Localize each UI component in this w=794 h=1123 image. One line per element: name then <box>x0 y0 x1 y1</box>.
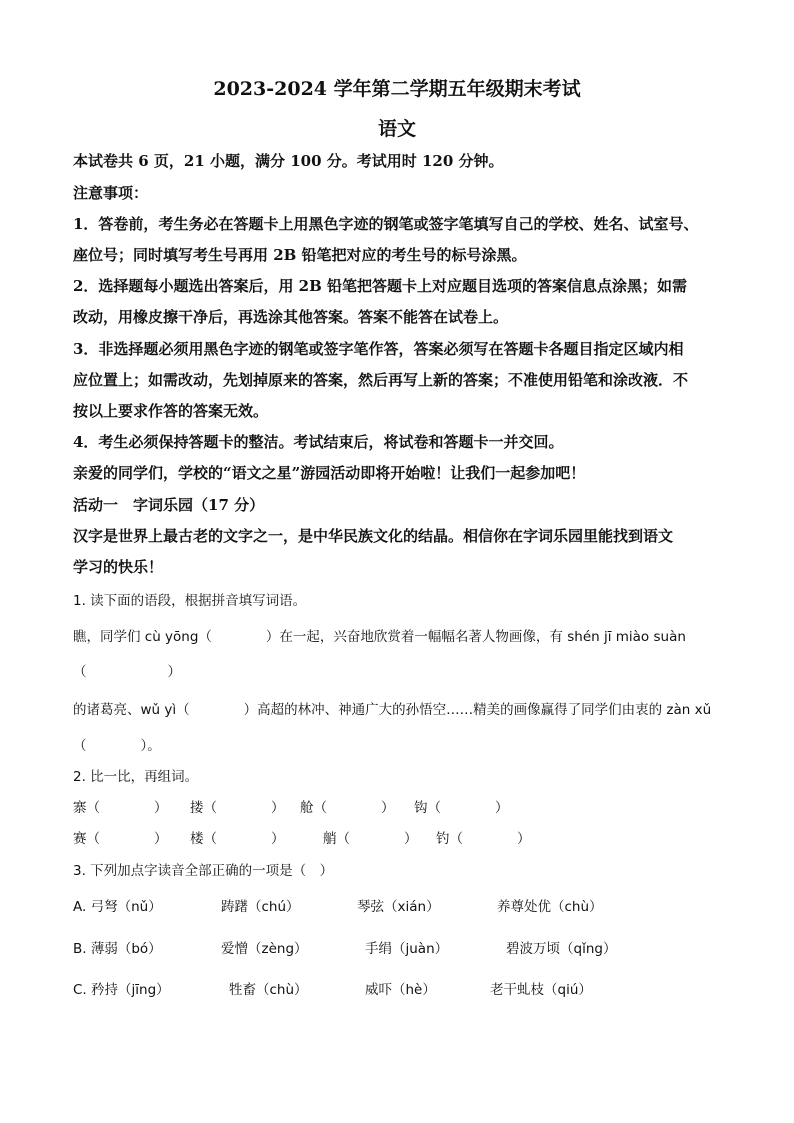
q2-item: 钩（ ） <box>414 800 509 816</box>
notice-line: 1．答卷前，考生务必在答题卡上用黑色字迹的钢笔或签字笔填写自己的学校、姓名、试室号、 <box>73 215 699 233</box>
q3-option-a: A. 弓弩（nǔ） <box>73 899 162 915</box>
q3-option-a-word: 踌躇（chú） <box>221 899 300 915</box>
activity1-desc: 学习的快乐！ <box>73 558 164 576</box>
q2-item: 楼（ ） <box>190 831 285 847</box>
q3-option-c: C. 矜持（jīng） <box>73 982 170 998</box>
activity1-heading: 活动一 字词乐园（17 分） <box>73 496 265 514</box>
q2-item: 舱（ ） <box>300 800 395 816</box>
notice-line: 4．考生必须保持答题卡的整洁。考试结束后，将试卷和答题卡一并交回。 <box>73 433 564 451</box>
exam-subject: 语文 <box>377 118 416 140</box>
exam-title: 2023-2024 学年第二学期五年级期末考试 <box>213 78 581 100</box>
q3-option-b-word: 爱憎（zèng） <box>221 941 308 957</box>
notice-line: 座位号；同时填写考生号再用 2B 铅笔把对应的考生号的标号涂黑。 <box>73 246 527 264</box>
activity1-desc: 汉字是世界上最古老的文字之一，是中华民族文化的结晶。相信你在字词乐园里能找到语文 <box>73 527 674 545</box>
q1-line: 的诸葛亮、wǔ yì（ ）高超的林冲、神通广大的孙悟空……精美的画像赢得了同学们由衷的 zàn xǔ <box>73 702 712 718</box>
q2-item: 赛（ ） <box>73 831 168 847</box>
q3-option-b: B. 薄弱（bó） <box>73 941 162 957</box>
notice-line: 2．选择题每小题选出答案后，用 2B 铅笔把答题卡上对应题目选项的答案信息点涂黑；如需 <box>73 277 688 295</box>
q3-option-a-word: 养尊处优（chù） <box>497 899 603 915</box>
q2-item: 艄（ ） <box>323 831 418 847</box>
q3-option-b-word: 手绢（juàn） <box>365 941 449 957</box>
q2-item: 寨（ ） <box>73 800 168 816</box>
q3-option-a-word: 琴弦（xián） <box>357 899 440 915</box>
q1-line: （ ） <box>73 664 181 680</box>
q3-option-b-word: 碧波万顷（qǐng） <box>506 941 617 957</box>
q2-item: 钓（ ） <box>436 831 531 847</box>
q1-line: （ ）。 <box>73 738 161 754</box>
notice-line: 改动，用橡皮擦干净后，再选涂其他答案。答案不能答在试卷上。 <box>73 308 509 326</box>
q2-stem: 2. 比一比，再组词。 <box>73 769 199 785</box>
notice-line: 应位置上；如需改动，先划掉原来的答案，然后再写上新的答案；不准使用铅笔和涂改液．不 <box>73 371 689 389</box>
q3-stem: 3. 下列加点字读音全部正确的一项是（ ） <box>73 863 334 879</box>
q1-stem: 1. 读下面的语段，根据拼音填写词语。 <box>73 593 307 609</box>
notice-line: 按以上要求作答的答案无效。 <box>73 402 269 420</box>
q3-option-c-word: 老干虬枝（qiú） <box>490 982 592 998</box>
greeting-text: 亲爱的同学们，学校的“语文之星”游园活动即将开始啦！让我们一起参加吧！ <box>73 464 586 482</box>
q1-line: 瞧，同学们 cù yōng（ ）在一起，兴奋地欣赏着一幅幅名著人物画像，有 shén jī miào suàn <box>73 629 686 645</box>
intro-text: 本试卷共 6 页，21 小题，满分 100 分。考试用时 120 分钟。 <box>73 152 504 170</box>
notice-line: 3．非选择题必须用黑色字迹的钢笔或签字笔作答，答案必须写在答题卡各题目指定区域内相 <box>73 340 684 358</box>
q3-option-c-word: 威吓（hè） <box>365 982 436 998</box>
notice-heading: 注意事项： <box>73 184 149 202</box>
q3-option-c-word: 牲畜（chù） <box>229 982 308 998</box>
q2-item: 搂（ ） <box>190 800 285 816</box>
